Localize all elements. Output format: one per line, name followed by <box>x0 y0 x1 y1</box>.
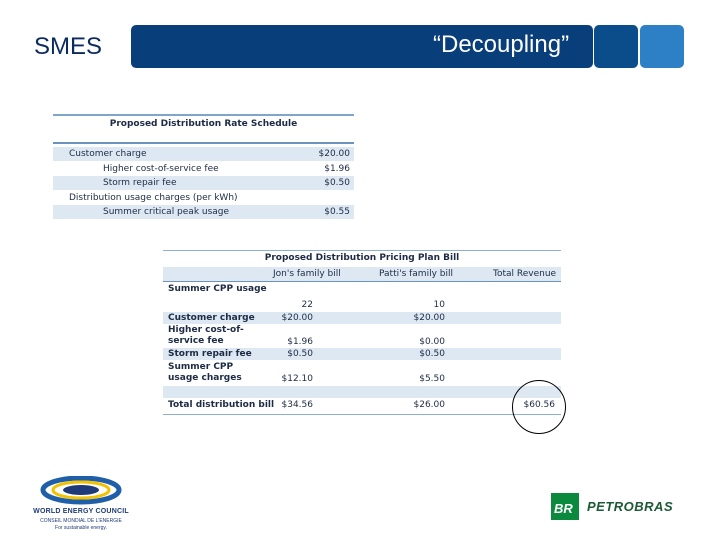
highlight-circle <box>512 380 566 434</box>
cell-patti: 10 <box>433 300 445 310</box>
pricing-plan-table <box>163 250 561 415</box>
world-energy-council-logo <box>25 476 137 532</box>
cell-jon: 22 <box>301 300 313 310</box>
cell-patti: $0.50 <box>419 349 445 359</box>
column-header-jon: Jon's family bill <box>273 269 341 279</box>
table-row <box>53 205 354 219</box>
column-header-patti: Patti's family bill <box>379 269 453 279</box>
table-row <box>163 386 561 398</box>
table-top-rule <box>163 250 561 251</box>
smes-label: SMES <box>34 33 103 60</box>
cell-jon: $34.56 <box>281 400 313 410</box>
petrobras-logo <box>551 493 691 521</box>
wec-name: WORLD ENERGY COUNCIL <box>33 508 129 515</box>
row-label: Customer charge <box>168 313 255 323</box>
row-label: Summer critical peak usage <box>103 207 230 218</box>
table-row <box>163 282 561 312</box>
cell-patti: $5.50 <box>419 374 445 384</box>
table-header-rule <box>53 142 354 144</box>
cell-jon: $12.10 <box>281 374 313 384</box>
table-bottom-rule <box>163 414 561 415</box>
wec-subtitle: CONSEIL MONDIAL DE L'ENERGIE <box>40 518 122 524</box>
row-value: $1.96 <box>324 163 350 174</box>
br-mark-icon <box>551 493 579 520</box>
petrobras-name: PETROBRAS <box>587 499 674 514</box>
header-accent-square <box>640 25 684 68</box>
header-accent-square <box>594 25 638 68</box>
column-header-total: Total Revenue <box>493 269 557 279</box>
cell-jon: $1.96 <box>287 337 313 347</box>
row-value: $20.00 <box>318 149 350 159</box>
table-row <box>53 147 354 161</box>
table-row <box>163 312 561 324</box>
table-row <box>53 162 354 176</box>
cell-jon: $20.00 <box>281 313 313 323</box>
row-value: $0.55 <box>324 207 350 218</box>
table-top-rule <box>53 114 354 116</box>
row-label: Total distribution bill <box>168 400 275 410</box>
pricing-plan-caption: Proposed Distribution Pricing Plan Bill <box>264 253 460 263</box>
table-row <box>163 398 561 414</box>
row-value: $0.50 <box>324 178 350 189</box>
table-row <box>53 191 354 205</box>
globe-logo-icon <box>25 476 137 508</box>
slide-title: “Decoupling” <box>433 31 570 58</box>
cell-total: $60.56 <box>523 400 555 410</box>
table-row <box>163 348 561 360</box>
row-label: Distribution usage charges (per kWh) <box>69 192 238 203</box>
row-label: Summer CPP usage charges <box>168 362 242 383</box>
cell-jon: $0.50 <box>287 349 313 359</box>
cell-patti: $0.00 <box>419 337 445 347</box>
table-row <box>53 176 354 190</box>
rate-schedule-table <box>53 114 354 220</box>
table-row <box>163 324 561 348</box>
br-mark-text: BR <box>554 501 573 516</box>
row-label: Storm repair fee <box>103 178 177 189</box>
row-label: Customer charge <box>69 149 147 159</box>
table-header-row <box>163 267 561 281</box>
rate-schedule-caption: Proposed Distribution Rate Schedule <box>109 119 298 129</box>
table-row <box>163 360 561 386</box>
wec-tagline: For sustainable energy. <box>55 525 107 531</box>
row-label: Storm repair fee <box>168 349 252 359</box>
row-label: Higher cost-of-service fee <box>168 325 244 346</box>
cell-patti: $20.00 <box>413 313 445 323</box>
row-label: Higher cost-of-service fee <box>103 163 219 174</box>
row-label: Summer CPP usage <box>168 284 267 294</box>
cell-patti: $26.00 <box>413 400 445 410</box>
